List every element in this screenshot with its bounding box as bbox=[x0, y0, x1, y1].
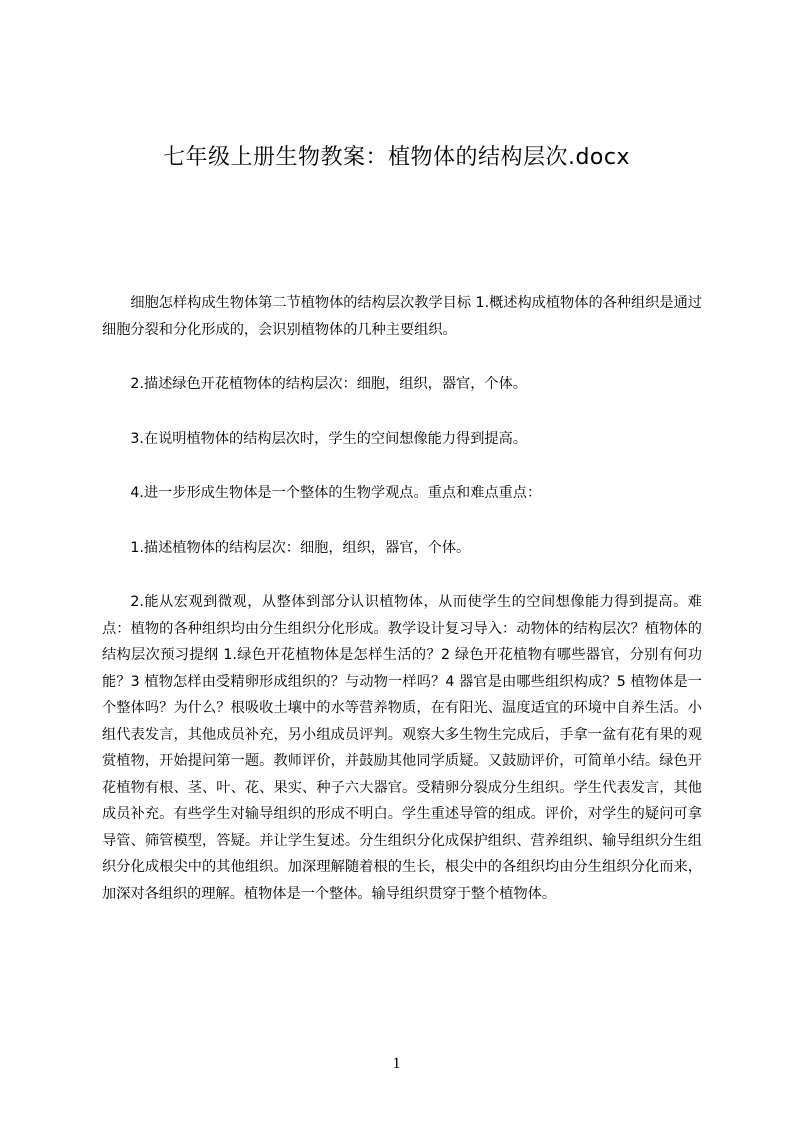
paragraph-objective-2: 2.描述绿色开花植物体的结构层次：细胞，组织，器官，个体。 bbox=[130, 376, 527, 392]
paragraph-objective-4: 4.进一步形成生物体是一个整体的生物学观点。重点和难点重点： bbox=[130, 485, 542, 501]
document-body bbox=[102, 290, 702, 935]
paragraph-objective-1: 细胞怎样构成生物体第二节植物体的结构层次教学目标 1.概述构成植物体的各种组织是通过细胞分裂和分化形成的，会识别植物体的几种主要组织。 bbox=[102, 295, 702, 338]
paragraph-objective-3: 3.在说明植物体的结构层次时，学生的空间想像能力得到提高。 bbox=[130, 430, 527, 447]
paragraph-key-point-1: 1.描述植物体的结构层次：细胞，组织，器官，个体。 bbox=[130, 539, 471, 556]
document-title: 七年级上册生物教案：植物体的结构层次.docx bbox=[162, 145, 631, 170]
paragraph-key-point-2: 2.能从宏观到微观，从整体到部分认识植物体，从而使学生的空间想像能力得到提高。难点：植物的各种组织均由分生组织分化形成。教学设计复习导入：动物体的结构层次？植物体的结构层次预习提纲 1.绿色开花植物体是怎样生活的？2 绿色开花植物有哪些器官，分别有何功能？3 植物怎样由受精卵形成组织的？与动物一样吗？4 器官是由哪些组织构成？5 植物体是一个整体吗？为什么？根吸收土壤中的水等营养物质，在有阳光、温度适宜的环境中自养生活。小组代表发言，其他成员补充，另小组成员评判。观察大多生物生完成后，手拿一盆有花有果的观赏植物，开始提问第一题。教师评价，并鼓励其他同学质疑。又鼓励评价，可简单小结。绿色开花植物有根、茎、叶、花、果实、种子六大器官。受精卵分裂成分生组织。学生代表发言，其他成员补充。有些学生对输导组织的形成不明白。学生重述导管的组成。评价，对学生的疑问可拿导管、筛管模型，答疑。并让学生复述。分生组织分化成保护组织、营养组织、输导组织分生组织分化成根尖中的其他组织。加深理解随着根的生长，根尖中的各组织均由分生组织分化而来，加深对各组织的理解。植物体是一个整体。输导组织贯穿于整个植物体。 bbox=[102, 594, 702, 902]
page-number: 1 bbox=[392, 1055, 401, 1072]
